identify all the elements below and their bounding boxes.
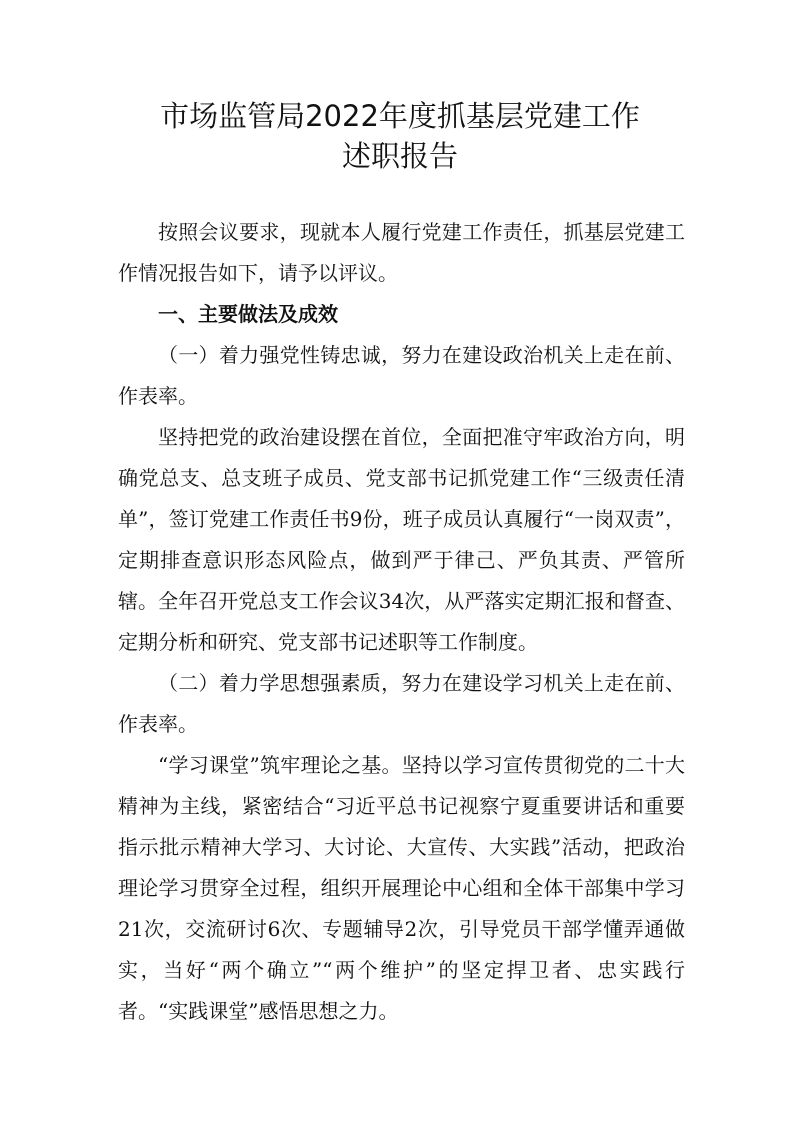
document-title xyxy=(0,96,800,176)
title-line-1: 市场监管局2022年度抓基层党建工作 xyxy=(160,99,640,133)
subsection-heading-1: （一）着力强党性铸忠诚，努力在建设政治机关上走在前、作表率。 xyxy=(118,343,685,408)
title-line-2: 述职报告 xyxy=(341,139,458,173)
intro-paragraph: 按照会议要求，现就本人履行党建工作责任，抓基层党建工作情况报告如下，请予以评议。 xyxy=(118,220,685,285)
document-body xyxy=(118,212,685,1032)
body-paragraph-1: 坚持把党的政治建设摆在首位，全面把准守牢政治方向，明确党总支、总支班子成员、党支部书记抓党建工作“三级责任清单”，签订党建工作责任书9份，班子成员认真履行“一岗双责”，定期排查意识形态风险点，做到严于律己、严负其责、严管所辖。全年召开党总支工作会议34次，从严落实定期汇报和督查、定期分析和研究、党支部书记述职等工作制度。 xyxy=(118,425,685,654)
subsection-heading-2: （二）着力学思想强素质，努力在建设学习机关上走在前、作表率。 xyxy=(118,671,685,736)
section-heading-1: 一、主要做法及成效 xyxy=(158,302,338,326)
body-paragraph-2: “学习课堂”筑牢理论之基。坚持以学习宣传贯彻党的二十大精神为主线，紧密结合“习近平总书记视察宁夏重要讲话和重要指示批示精神大学习、大讨论、大宣传、大实践”活动，把政治理论学习贯穿全过程，组织开展理论中心组和全体干部集中学习21次，交流研讨6次、专题辅导2次，引导党员干部学懂弄通做实，当好“两个确立”“两个维护”的坚定捍卫者、忠实践行者。“实践课堂”感悟思想之力。 xyxy=(118,753,685,1023)
